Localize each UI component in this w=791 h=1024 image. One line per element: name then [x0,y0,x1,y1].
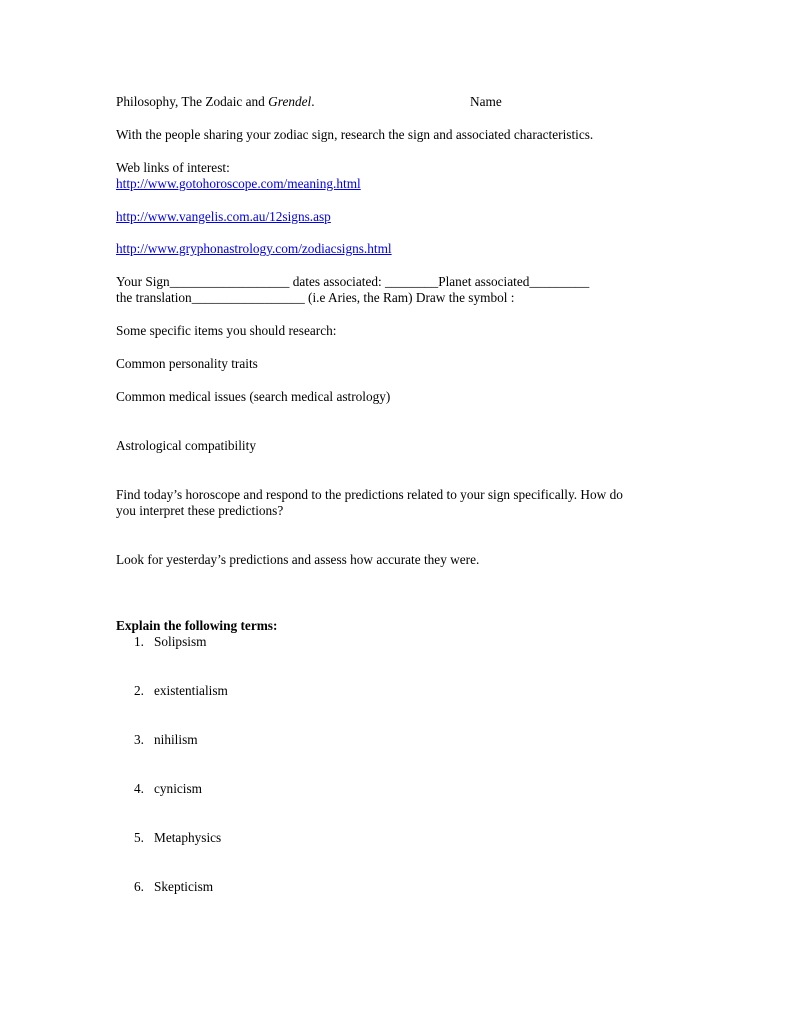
title-suffix: . [311,94,315,109]
title-italic: Grendel [268,94,312,109]
term-number: 3. [134,732,144,747]
term-item [118,781,202,797]
term-item [118,879,213,895]
term-text: nihilism [154,732,198,747]
translation-line: the translation_________________ (i.e Aries, the Ram) Draw the symbol : [116,290,515,305]
research-item-compatibility: Astrological compatibility [116,438,256,453]
term-text: Solipsism [154,634,207,649]
yesterday-line: Look for yesterday’s predictions and assess how accurate they were. [116,552,480,567]
links-heading: Web links of interest: [116,160,230,175]
term-number: 2. [134,683,144,698]
sign-line: Your Sign__________________ dates associated: ________Planet associated_________ [116,274,590,289]
terms-heading: Explain the following terms: [116,618,278,633]
term-text: Skepticism [154,879,214,894]
term-number: 4. [134,781,144,796]
term-number: 1. [134,634,144,649]
term-item [118,634,206,650]
link-vangelis[interactable]: http://www.vangelis.com.au/12signs.asp [116,209,331,224]
term-item [118,683,228,699]
horoscope-line-2: you interpret these predictions? [116,503,284,518]
title-prefix: Philosophy, The Zodaic and [116,94,269,109]
term-item [118,732,198,748]
name-label: Name [470,94,502,109]
link-gryphonastrology[interactable]: http://www.gryphonastrology.com/zodiacsigns.html [116,241,392,256]
term-text: existentialism [154,683,228,698]
page-title [116,94,315,110]
term-text: cynicism [154,781,203,796]
research-item-personality: Common personality traits [116,356,258,371]
link-gotohoroscope[interactable]: http://www.gotohoroscope.com/meaning.html [116,176,361,191]
term-number: 6. [134,879,144,894]
term-number: 5. [134,830,144,845]
horoscope-line-1: Find today’s horoscope and respond to the predictions related to your sign specifically. How do [116,487,623,502]
term-text: Metaphysics [154,830,222,845]
intro-text: With the people sharing your zodiac sign, research the sign and associated characteristics. [116,127,594,142]
research-item-medical: Common medical issues (search medical astrology) [116,389,391,404]
research-heading: Some specific items you should research: [116,323,337,338]
term-item [118,830,221,846]
